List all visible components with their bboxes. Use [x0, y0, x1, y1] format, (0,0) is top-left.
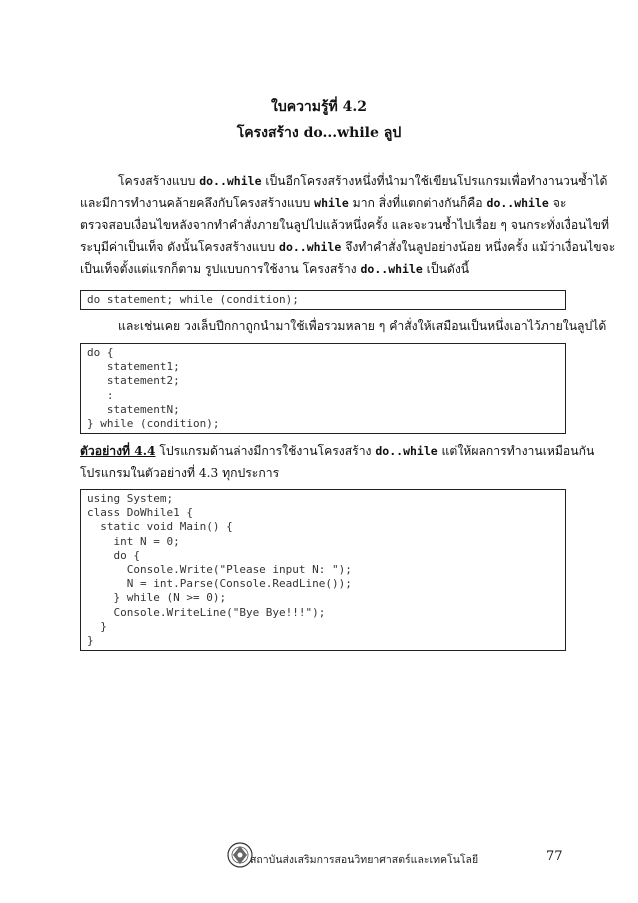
code-line: :	[87, 388, 114, 402]
example-line-1	[80, 440, 595, 462]
code-line: do {	[87, 548, 140, 562]
intro-line-2	[80, 192, 570, 214]
intro-line-3: ตรวจสอบเงื่อนไขหลังจากทำคำสั่งภายในลูปไปแล้วหนึ่งครั้ง และจะวนซ้ำไปเรื่อย ๆ จนกระทั่งเงื่อนไขที่	[80, 218, 609, 232]
keyword: do..while	[360, 262, 423, 276]
code-line: do {	[87, 346, 114, 359]
keyword: do..while	[375, 444, 438, 458]
code-line: }	[87, 619, 107, 633]
code-line: do statement; while (condition);	[87, 293, 299, 306]
example-line-2: โปรแกรมในตัวอย่างที่ 4.3 ทุกประการ	[80, 466, 280, 480]
code-line: class DoWhile1 {	[87, 506, 193, 520]
code-line: }	[87, 634, 94, 648]
footer-institute: สถาบันส่งเสริมการสอนวิทยาศาสตร์และเทคโนโลยี	[250, 854, 479, 866]
code-line: Console.Write("Please input N: ");	[87, 563, 352, 577]
text-run: มาก สิ่งที่แตกต่างกันก็คือ	[348, 196, 487, 210]
intro-line-1	[80, 170, 608, 192]
middle-line: และเช่นเคย วงเล็บปีกกาถูกนำมาใช้เพื่อรวมหลาย ๆ คำสั่งให้เสมือนเป็นหนึ่งเอาไว้ภายในลูปได้	[118, 319, 607, 333]
text-run: เป็นเท็จตั้งแต่แรกก็ตาม รูปแบบการใช้งาน โครงสร้าง	[80, 262, 361, 276]
text-run: แต่ให้ผลการทำงานเหมือนกัน	[437, 444, 595, 458]
syntax-code-box	[80, 290, 566, 310]
text-run: ระบุมีค่าเป็นเท็จ ดังนั้นโครงสร้างแบบ	[80, 240, 280, 254]
block-syntax-code-box	[80, 343, 566, 434]
text-run: จะ	[548, 196, 567, 210]
code-line: } while (N >= 0);	[87, 591, 227, 605]
text-run: เป็นดังนี้	[422, 262, 470, 276]
keyword: do..while	[279, 240, 342, 254]
keyword: do..while	[486, 196, 549, 210]
page-title: ใบความรู้ที่ 4.2	[270, 99, 368, 115]
code-line: int N = 0;	[87, 534, 180, 548]
code-line: statement1;	[87, 360, 180, 374]
page-subtitle: โครงสร้าง do...while ลูป	[236, 125, 402, 141]
intro-line-5	[80, 258, 570, 280]
text-run: โครงสร้างแบบ	[118, 174, 200, 188]
code-line: static void Main() {	[87, 520, 233, 534]
code-line: statement2;	[87, 374, 180, 388]
intro-paragraph	[80, 170, 616, 280]
text-run: จึงทำคำสั่งในลูปอย่างน้อย หนึ่งครั้ง แม้ว่าเงื่อนไขจะ	[341, 240, 616, 254]
keyword: do..while	[199, 174, 262, 188]
example-label: ตัวอย่างที่ 4.4	[80, 444, 156, 458]
middle-paragraph	[80, 315, 607, 337]
code-line: using System;	[87, 492, 174, 505]
code-line: N = int.Parse(Console.ReadLine());	[87, 577, 352, 591]
code-line: } while (condition);	[87, 417, 220, 431]
code-line: statementN;	[87, 402, 180, 416]
page-number: 77	[546, 849, 563, 864]
example-code-box	[80, 489, 566, 651]
text-run: โปรแกรมด้านล่างมีการใช้งานโครงสร้าง	[155, 444, 376, 458]
example-paragraph	[80, 440, 595, 484]
keyword: while	[314, 196, 349, 210]
text-run: และมีการทำงานคล้ายคลึงกับโครงสร้างแบบ	[80, 196, 315, 210]
code-line: Console.WriteLine("Bye Bye!!!");	[87, 605, 326, 619]
text-run: เป็นอีกโครงสร้างหนึ่งที่นำมาใช้เขียนโปรแกรมเพื่อทำงานวนซ้ำได้	[261, 174, 608, 188]
intro-line-4	[80, 236, 616, 258]
